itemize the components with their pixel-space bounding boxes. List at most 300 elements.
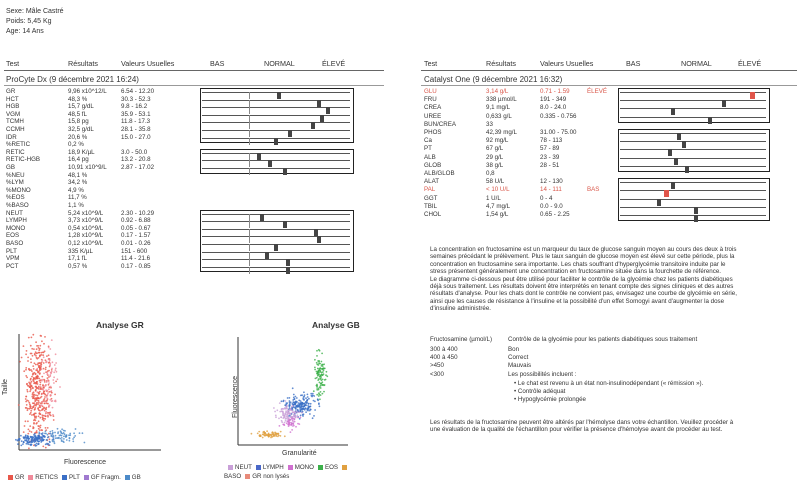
- gr-point: [43, 418, 45, 420]
- baso-point: [277, 436, 279, 438]
- gr-point: [40, 352, 42, 354]
- right-test-name: FRU: [424, 96, 437, 104]
- right-test-reference: 57 - 89: [540, 145, 560, 153]
- left-test-reference: 11.8 - 17.3: [121, 118, 151, 126]
- left-result-row: [6, 187, 196, 195]
- plt-point: [20, 435, 22, 437]
- gr-point: [36, 399, 38, 401]
- left-header-normal: NORMAL: [264, 59, 295, 68]
- gr-point: [35, 420, 37, 422]
- right-test-result: 1 U/L: [486, 194, 501, 202]
- gb-point: [64, 430, 66, 432]
- gb-point: [65, 435, 67, 437]
- left-header-test: Test: [6, 59, 20, 68]
- mono-point: [286, 422, 288, 424]
- left-result-marker: [274, 244, 278, 251]
- lymph-point: [305, 411, 307, 413]
- baso-point: [266, 430, 268, 432]
- right-test-result: 92 mg/L: [486, 137, 509, 145]
- neut-point: [281, 408, 283, 410]
- gr-point: [48, 362, 50, 364]
- gr-point: [45, 408, 47, 410]
- retic-point: [43, 385, 45, 387]
- plt-point: [41, 433, 43, 435]
- right-result-row: [424, 170, 614, 178]
- right-result-row: [424, 211, 614, 219]
- left-range-bar: [202, 92, 350, 93]
- right-test-name: GLU: [424, 88, 437, 95]
- right-test-name: TBIL: [424, 202, 438, 210]
- gr-point: [25, 420, 27, 422]
- gr-point: [41, 354, 43, 356]
- gr-point: [30, 378, 32, 380]
- left-result-row: [6, 194, 196, 202]
- baso-point: [258, 431, 260, 433]
- mono-point: [288, 419, 290, 421]
- legend-label: RETICS: [35, 474, 58, 481]
- eos-point: [316, 355, 318, 357]
- left-test-name: VPM: [6, 255, 20, 263]
- neut-point: [285, 412, 287, 414]
- gr-point: [34, 402, 36, 404]
- plt-point: [26, 437, 28, 439]
- gr-point: [38, 362, 40, 364]
- gr-point: [45, 412, 47, 414]
- gb-point: [55, 435, 57, 437]
- left-range-low-tick: [249, 122, 250, 129]
- retic-point: [40, 365, 42, 367]
- gr-point: [25, 375, 27, 377]
- right-test-reference: 0.71 - 1.59: [540, 88, 570, 95]
- right-range-bar: [620, 182, 766, 183]
- text-line: stress présentent généralement une concentration en fructosamine située dans la fourchette de référence.: [430, 268, 721, 276]
- retic-point: [52, 379, 54, 381]
- gr-point: [23, 345, 25, 347]
- right-header-resultats: Résultats: [486, 59, 516, 68]
- plt-point: [35, 445, 37, 447]
- left-range-low-tick: [249, 138, 250, 145]
- gr-point: [42, 354, 44, 356]
- retic-point: [54, 400, 56, 402]
- neut-point: [285, 400, 287, 402]
- neut-point: [273, 407, 275, 409]
- plt-point: [39, 438, 41, 440]
- left-range-bar: [202, 214, 350, 215]
- retic-point: [55, 368, 57, 370]
- gr-point: [41, 429, 43, 431]
- gr-point: [30, 412, 32, 414]
- text-line: déjà sous traitement. Les résultats doivent être interprétés en tenant compte des signes cliniques et des autres: [430, 283, 734, 291]
- legend-swatch-icon: [245, 474, 250, 479]
- right-result-row: [424, 203, 614, 211]
- right-result-marker: [677, 133, 681, 140]
- plt-point: [25, 435, 27, 437]
- plt-point: [45, 443, 47, 445]
- gb-point: [63, 438, 65, 440]
- lymph-point: [300, 409, 302, 411]
- left-range-bar: [202, 138, 350, 139]
- gr-point: [30, 382, 32, 384]
- right-result-row: [424, 186, 614, 194]
- right-result-marker: [708, 117, 712, 124]
- right-test-name: BUN/CREA: [424, 120, 456, 128]
- left-range-bar: [202, 168, 350, 169]
- plt-point: [27, 443, 29, 445]
- gr-point: [27, 409, 29, 411]
- retic-point: [51, 400, 53, 402]
- baso-point: [262, 431, 264, 433]
- right-result-marker: [694, 215, 698, 222]
- gr-point: [28, 382, 30, 384]
- lymph-point: [286, 402, 288, 404]
- right-range-bar: [620, 117, 766, 118]
- legend-label: BASO: [224, 473, 242, 480]
- legend-label: LYMPH: [262, 464, 284, 471]
- mono-point: [300, 417, 302, 419]
- scatter-gr-plot: [5, 332, 165, 457]
- left-result-marker: [286, 259, 290, 266]
- plt-point: [44, 436, 46, 438]
- lymph-point: [306, 401, 308, 403]
- gr-point: [38, 420, 40, 422]
- lymph-point: [292, 387, 294, 389]
- neut-point: [281, 421, 283, 423]
- gr-point: [36, 403, 38, 405]
- retic-point: [43, 373, 45, 375]
- left-test-name: LYMPH: [6, 217, 27, 225]
- lymph-point: [300, 400, 302, 402]
- left-range-low-tick: [249, 244, 250, 251]
- left-result-row: [6, 172, 196, 180]
- left-range-low-tick: [249, 130, 250, 137]
- gr-point: [25, 367, 27, 369]
- scatter-gb-xlabel: Granularité: [282, 450, 317, 457]
- left-result-row: [6, 134, 196, 142]
- gr-point: [34, 362, 36, 364]
- retic-point: [49, 399, 51, 401]
- gr-point: [27, 360, 29, 362]
- lymph-point: [310, 403, 312, 405]
- gr-point: [27, 408, 29, 410]
- gr-point: [26, 404, 28, 406]
- left-range-low-tick: [249, 214, 250, 221]
- gr-point: [25, 407, 27, 409]
- gr-point: [39, 391, 41, 393]
- retic-point: [55, 353, 57, 355]
- retic-point: [50, 386, 52, 388]
- mono-point: [295, 426, 297, 428]
- gb-point: [61, 435, 63, 437]
- gb-point: [69, 438, 71, 440]
- gr-point: [42, 446, 44, 448]
- gr-point: [38, 365, 40, 367]
- lymph-point: [296, 397, 298, 399]
- lymph-point: [310, 393, 312, 395]
- legend-label: PLT: [68, 474, 80, 481]
- mono-point: [291, 424, 293, 426]
- eos-point: [324, 379, 326, 381]
- scatter-gb-plot: [230, 335, 350, 450]
- neut-point: [274, 411, 276, 413]
- legend-label: GR non lysés: [252, 473, 290, 480]
- gr-point: [30, 362, 32, 364]
- left-test-result: 335 K/µL: [68, 247, 93, 255]
- retic-point: [46, 390, 48, 392]
- left-range-bar: [202, 130, 350, 131]
- baso-point: [284, 435, 286, 437]
- left-result-row: [6, 240, 196, 248]
- left-result-marker: [260, 214, 264, 221]
- plt-point: [21, 440, 23, 442]
- lymph-point: [309, 413, 311, 415]
- right-result-row: [424, 162, 614, 170]
- neut-point: [288, 417, 290, 419]
- left-result-row: [6, 141, 196, 149]
- gr-point: [37, 345, 39, 347]
- left-result-row: [6, 103, 196, 111]
- gr-point: [32, 372, 34, 374]
- mono-point: [290, 431, 292, 433]
- lymph-point: [302, 408, 304, 410]
- retic-point: [52, 361, 54, 363]
- gr-point: [26, 377, 28, 379]
- neut-point: [289, 409, 291, 411]
- left-range-low-tick: [249, 92, 250, 99]
- plt-point: [33, 434, 35, 436]
- fructo-bullet: • Contrôle adéquat: [514, 388, 566, 396]
- gb-point: [53, 439, 55, 441]
- eos-point: [323, 391, 325, 393]
- gr-point: [47, 377, 49, 379]
- plt-point: [31, 438, 33, 440]
- legend-item: [252, 464, 284, 471]
- gr-point: [49, 438, 51, 440]
- gr-point: [29, 425, 31, 427]
- gr-point: [43, 362, 45, 364]
- right-result-marker: [682, 141, 686, 148]
- left-range-low-tick: [249, 252, 250, 259]
- text-line: concentration en fructosamine sera importante. Les chats souffrant d'hyperglycémie transitoire induite par le: [430, 260, 726, 268]
- gr-point: [30, 345, 32, 347]
- left-test-reference: 2.87 - 17.02: [121, 164, 155, 171]
- retic-point: [42, 360, 44, 362]
- right-range-bar: [620, 141, 766, 142]
- neut-point: [285, 418, 287, 420]
- legend-item: [4, 474, 24, 481]
- left-test-result: 10,91 x10^9/L: [68, 164, 107, 171]
- left-test-reference: 9.8 - 16.2: [121, 103, 148, 111]
- scatter-gr-ylabel: Taille: [2, 379, 9, 395]
- retic-point: [53, 371, 55, 373]
- left-result-row: [6, 126, 196, 134]
- left-section-title: ProCyte Dx (9 décembre 2021 16:24): [6, 75, 139, 84]
- left-test-result: 20,6 %: [68, 133, 88, 141]
- lymph-point: [308, 406, 310, 408]
- gr-point: [23, 431, 25, 433]
- gb-point: [72, 438, 74, 440]
- gr-point: [21, 357, 23, 359]
- retic-point: [49, 348, 51, 350]
- gr-point: [27, 391, 29, 393]
- right-result-marker: [657, 199, 661, 206]
- baso-point: [271, 436, 273, 438]
- legend-label: MONO: [294, 464, 314, 471]
- gr-point: [30, 385, 32, 387]
- neut-point: [292, 411, 294, 413]
- gb-point: [48, 436, 50, 438]
- legend-item: [284, 464, 314, 471]
- left-test-result: 4,9 %: [68, 186, 84, 194]
- left-range-low-tick: [249, 160, 250, 167]
- fructo-bullet: • Hypoglycémie prolongée: [514, 396, 586, 404]
- left-test-reference: 0.17 - 0.85: [121, 262, 151, 270]
- left-test-result: 17,1 fL: [68, 255, 87, 263]
- gr-point: [26, 389, 28, 391]
- neut-point: [275, 416, 277, 418]
- right-range-bar: [620, 215, 766, 216]
- lymph-point: [292, 401, 294, 403]
- left-test-result: 18,9 K/µL: [68, 148, 95, 156]
- left-range-low-tick: [249, 259, 250, 266]
- lymph-point: [319, 405, 321, 407]
- text-line: Le diagramme ci-dessous peut être utilisé pour faciliter le contrôle de la glycémie chez les patients diabétiques: [430, 275, 733, 283]
- gr-point: [43, 343, 45, 345]
- retic-point: [53, 376, 55, 378]
- eos-point: [319, 382, 321, 384]
- right-result-row: [424, 121, 614, 129]
- gr-point: [29, 386, 31, 388]
- gr-point: [43, 379, 45, 381]
- right-result-row: [424, 145, 614, 153]
- gr-point: [34, 382, 36, 384]
- lymph-point: [305, 397, 307, 399]
- left-test-name: BASO: [6, 240, 24, 247]
- gr-point: [35, 423, 37, 425]
- right-range-bar: [620, 100, 766, 101]
- left-result-row: [6, 164, 196, 172]
- gr-point: [44, 336, 46, 338]
- right-result-marker: [664, 190, 669, 197]
- eos-point: [324, 368, 326, 370]
- left-test-name: HCT: [6, 95, 19, 103]
- baso-point: [262, 437, 264, 439]
- plt-point: [20, 445, 22, 447]
- plt-point: [26, 443, 28, 445]
- gb-point: [49, 431, 51, 433]
- fructo-header-range: Fructosamine (µmol/L): [430, 336, 493, 343]
- gr-point: [30, 358, 32, 360]
- gr-point: [40, 382, 42, 384]
- left-test-reference: 15.0 - 27.0: [121, 133, 151, 141]
- left-range-bar: [202, 221, 350, 222]
- gb-point: [69, 440, 71, 442]
- plt-point: [31, 441, 33, 443]
- right-header-eleve: ÉLEVÉ: [738, 59, 762, 68]
- left-test-name: PCT: [6, 262, 19, 270]
- right-test-name: ALB: [424, 153, 436, 161]
- lymph-point: [300, 402, 302, 404]
- lymph-point: [289, 397, 291, 399]
- gr-point: [30, 407, 32, 409]
- text-line: ainsi que les causes de résistance à l'insuline et la possibilité d'un effet Somogyi avant d'augmenter la dose: [430, 297, 725, 305]
- right-result-marker: [750, 92, 755, 99]
- gr-point: [53, 419, 55, 421]
- right-test-reference: 191 - 349: [540, 96, 567, 104]
- gr-point: [44, 398, 46, 400]
- gr-point: [48, 354, 50, 356]
- retic-point: [49, 375, 51, 377]
- gb-point: [75, 428, 77, 430]
- patient-weight: Poids: 5,45 Kg: [6, 18, 52, 25]
- eos-point: [320, 375, 322, 377]
- mono-point: [283, 424, 285, 426]
- left-header-divider: [4, 70, 384, 71]
- gr-point: [31, 337, 33, 339]
- left-result-marker: [314, 229, 318, 236]
- left-section-divider: [4, 85, 384, 86]
- gr-point: [32, 334, 34, 336]
- plt-point: [34, 438, 36, 440]
- left-test-name: EOS: [6, 232, 20, 240]
- gr-point: [44, 403, 46, 405]
- baso-point: [264, 432, 266, 434]
- gr-point: [39, 429, 41, 431]
- gr-point: [25, 398, 27, 400]
- right-test-result: 9,1 mg/L: [486, 104, 511, 112]
- left-result-marker: [265, 252, 269, 259]
- left-test-result: 0,54 x10^9/L: [68, 224, 104, 232]
- right-test-result: 0,8: [486, 170, 495, 177]
- gb-point: [63, 436, 65, 438]
- gr-point: [27, 420, 29, 422]
- gr-point: [38, 371, 40, 373]
- left-range-bar: [202, 107, 350, 108]
- left-test-name: %EOS: [6, 194, 25, 202]
- left-test-name: %MONO: [6, 186, 31, 194]
- left-header-valeurs: Valeurs Usuelles: [121, 59, 175, 68]
- right-test-reference: 0.335 - 0.756: [540, 112, 577, 120]
- scatter-gr-title: Analyse GR: [96, 320, 144, 330]
- gr-point: [27, 357, 29, 359]
- lymph-point: [293, 394, 295, 396]
- left-result-row: [6, 111, 196, 119]
- gr-point: [41, 376, 43, 378]
- gr-point: [31, 396, 33, 398]
- neut-point: [290, 413, 292, 415]
- left-test-reference: 6.54 - 12.20: [121, 88, 155, 95]
- plt-point: [38, 443, 40, 445]
- left-test-reference: 2.30 - 10.29: [121, 209, 155, 217]
- retic-point: [45, 415, 47, 417]
- gr-point: [31, 431, 33, 433]
- right-test-name: UREE: [424, 112, 442, 120]
- left-result-marker: [274, 138, 278, 145]
- gr-point: [23, 370, 25, 372]
- lymph-point: [287, 397, 289, 399]
- fructo-desc: Les possibilités incluent :: [508, 370, 577, 378]
- gr-point: [29, 390, 31, 392]
- retic-point: [41, 401, 43, 403]
- eos-point: [318, 374, 320, 376]
- gr-point: [31, 376, 33, 378]
- eos-point: [322, 379, 324, 381]
- gr-point: [36, 402, 38, 404]
- right-test-result: 29 g/L: [486, 153, 504, 161]
- fructo-bullet: • Le chat est revenu à un état non-insulinodépendant (« rémission »).: [514, 380, 704, 387]
- gr-point: [36, 348, 38, 350]
- gb-point: [62, 433, 64, 435]
- lymph-point: [289, 405, 291, 407]
